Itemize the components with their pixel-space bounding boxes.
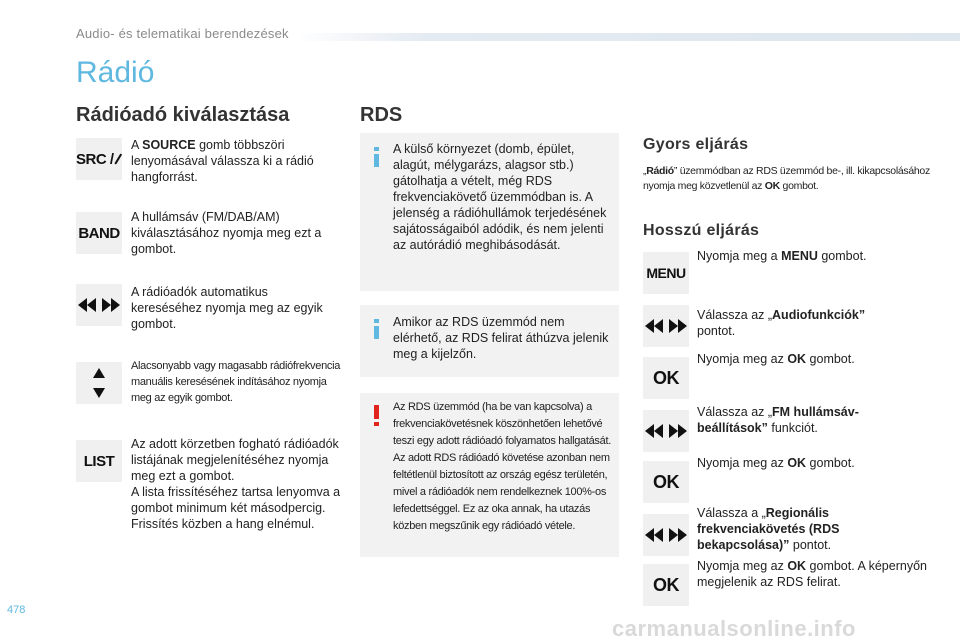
manual-search-instruction: Alacsonyabb vagy magasabb rádiófrekvencia manuális keresésének indításához nyomja meg az egyik gombot. — [131, 360, 341, 404]
header-bar — [296, 33, 960, 41]
ok-button-icon: OK — [643, 461, 689, 503]
step-7-text: Nyomja meg az OK gombot. A képernyőn megjelenik az RDS felirat. — [697, 559, 927, 589]
info-icon-dot — [374, 319, 379, 323]
info-icon — [374, 326, 379, 339]
step-4-text: Válassza az „FM hullámsáv-beállítások” funkciót. — [697, 405, 859, 435]
page-number: 478 — [7, 604, 26, 616]
seek-instruction: A rádióadók automatikus kereséséhez nyomja meg az egyik gombot. — [131, 285, 323, 331]
seek-buttons-icon — [643, 514, 689, 556]
warning-icon — [374, 405, 379, 419]
step-6-text: Válassza a „Regionális frekvenciakövetés (RDS bekapcsolása)” pontot. — [697, 506, 840, 552]
seek-buttons-icon — [643, 410, 689, 452]
seek-buttons-icon — [643, 305, 689, 347]
list-button-icon: LIST — [76, 440, 122, 482]
watermark: carmanualsonline.info — [612, 616, 856, 641]
step-1-text: Nyomja meg a MENU gombot. — [697, 249, 867, 263]
ok-button-icon: OK — [643, 357, 689, 399]
section-title-station-select: Rádióadó kiválasztása — [76, 104, 290, 126]
info-icon — [374, 154, 379, 167]
ok-button-icon: OK — [643, 564, 689, 606]
band-button-icon: BAND — [76, 212, 122, 254]
band-instruction: A hullámsáv (FM/DAB/AM) kiválasztásához nyomja meg ezt a gombot. — [131, 210, 322, 256]
step-2-text: Válassza az „Audiofunkciók” pontot. — [697, 308, 866, 338]
warning-icon-dot — [374, 422, 379, 426]
chapter-title: Audio- és telematikai berendezések — [76, 26, 289, 41]
section-title-rds: RDS — [360, 104, 403, 126]
long-procedure-title: Hosszú eljárás — [643, 222, 760, 239]
source-instruction: A SOURCE gomb többszöri lenyomásával válassza ki a rádió hangforrást. — [131, 138, 314, 184]
menu-button-icon: MENU — [643, 252, 689, 294]
step-5-text: Nyomja meg az OK gombot. — [697, 456, 855, 470]
info-note-reception: A külső környezet (domb, épület, alagút, mélygarázs, alagsor stb.) gátolhatja a vételt, még RDS frekvenciakövető üzemmódban is. A jelenség a rádióhullámok terjedésének sajátosságaiból adódik, és nem jelenti az autórádió meghibásodását. — [360, 133, 619, 291]
source-button-icon: SRC / — [76, 138, 122, 180]
step-3-text: Nyomja meg az OK gombot. — [697, 352, 855, 366]
info-icon-dot — [374, 147, 379, 151]
quick-procedure-title: Gyors eljárás — [643, 136, 749, 153]
info-note-rds-unavailable: Amikor az RDS üzemmód nem elérhető, az RDS felirat áthúzva jelenik meg a kijelzőn. — [360, 305, 619, 377]
quick-procedure-text: „Rádió” üzemmódban az RDS üzemmód be-, ill. kikapcsolásához nyomja meg közvetlenül az OK gombot. — [643, 165, 930, 192]
list-instruction: Az adott körzetben fogható rádióadók listájának megjelenítéséhez nyomja meg ezt a gombot. A lista frissítéséhez tartsa lenyomva a gombot minimum két másodpercig. Frissítés közben a hang elnémul. — [131, 437, 341, 531]
page-title: Rádió — [76, 56, 155, 89]
warning-note-rds: Az RDS üzemmód (ha be van kapcsolva) a frekvenciakövetésnek köszönhetően lehetővé teszi egy adott rádióadó folyamatos hallgatását. Az adott RDS rádióadó követése azonban nem feltétlenül biztosított az ország egész területén, mivel a rádióadók nem rendelkeznek 100%-os lefedettséggel. Ez az oka annak, ha utazás közben megszűnik egy rádióadó vétele. — [360, 393, 619, 557]
up-down-buttons-icon — [76, 362, 122, 404]
seek-buttons-icon — [76, 284, 122, 326]
